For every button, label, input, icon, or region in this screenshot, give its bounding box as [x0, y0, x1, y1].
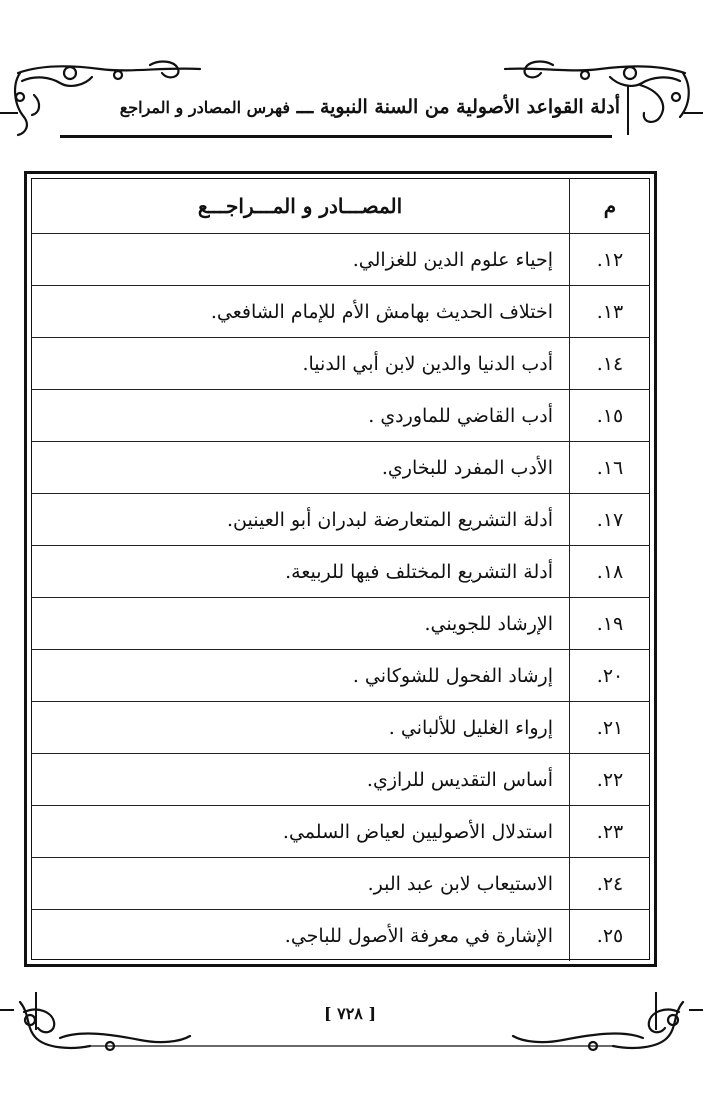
row-text: أدب الدنيا والدين لابن أبي الدنيا.: [31, 338, 570, 390]
row-text: إحياء علوم الدين للغزالي.: [31, 234, 570, 286]
row-text: أدلة التشريع المختلف فيها للربيعة.: [31, 546, 570, 598]
row-num: ١٨.: [570, 546, 651, 598]
row-text: إرواء الغليل للألباني .: [31, 702, 570, 754]
col-src-header: المصـــادر و المـــراجـــع: [197, 193, 403, 218]
table-row: [31, 494, 650, 546]
table-row: [31, 650, 650, 702]
table-row: [31, 546, 650, 598]
book-title: أدلة القواعد الأصولية من السنة النبوية: [319, 96, 620, 118]
row-text: الإرشاد للجويني.: [31, 598, 570, 650]
bottom-ornament: [0, 990, 703, 1060]
table-row: [31, 338, 650, 390]
table-row: [31, 390, 650, 442]
row-num: ٢٠.: [570, 650, 651, 702]
row-num: ٢٣.: [570, 806, 651, 858]
row-num: ١٦.: [570, 442, 651, 494]
row-num: ٢٢.: [570, 754, 651, 806]
header-rule: [60, 135, 612, 138]
row-num: ٢٤.: [570, 858, 651, 910]
row-text: الاستيعاب لابن عبد البر.: [31, 858, 570, 910]
table-row: [31, 234, 650, 286]
row-text: أدلة التشريع المتعارضة لبدران أبو العينين.: [31, 494, 570, 546]
table-row: [31, 442, 650, 494]
row-num: ١٣.: [570, 286, 651, 338]
row-text: الأدب المفرد للبخاري.: [31, 442, 570, 494]
row-text: الإشارة في معرفة الأصول للباجي.: [31, 910, 570, 962]
row-num: ١٢.: [570, 234, 651, 286]
col-num-header: م: [570, 178, 651, 234]
table-row: [31, 754, 650, 806]
table-row: [31, 598, 650, 650]
section-title: فهرس المصادر و المراجع: [119, 98, 290, 117]
row-num: ١٧.: [570, 494, 651, 546]
table-row: [31, 286, 650, 338]
table-row: [31, 910, 650, 962]
page-number: [ ٧٢٨ ]: [323, 1004, 377, 1023]
row-text: اختلاف الحديث بهامش الأم للإمام الشافعي.: [31, 286, 570, 338]
table-row: [31, 806, 650, 858]
table-row: [31, 858, 650, 910]
row-num: ١٥.: [570, 390, 651, 442]
row-text: إرشاد الفحول للشوكاني .: [31, 650, 570, 702]
running-header: [60, 96, 620, 118]
row-num: ١٩.: [570, 598, 651, 650]
row-num: ١٤.: [570, 338, 651, 390]
table-header-row: [31, 178, 650, 234]
row-text: استدلال الأصوليين لعياض السلمي.: [31, 806, 570, 858]
table-row: [31, 702, 650, 754]
row-text: أدب القاضي للماوردي .: [31, 390, 570, 442]
row-text: أساس التقديس للرازي.: [31, 754, 570, 806]
references-table: [31, 178, 650, 961]
row-num: ٢٥.: [570, 910, 651, 962]
header-separator: ـــ: [296, 96, 314, 118]
row-num: ٢١.: [570, 702, 651, 754]
